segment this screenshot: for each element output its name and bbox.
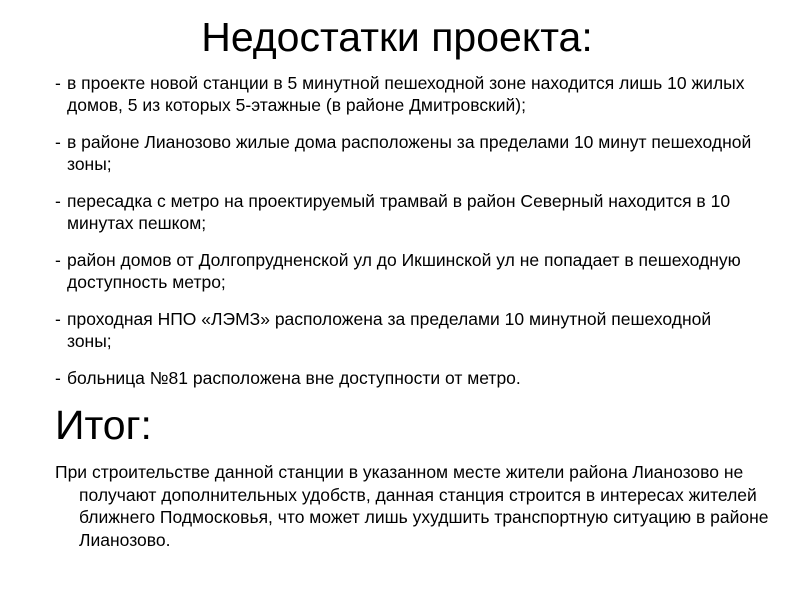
list-item-text: проходная НПО «ЛЭМЗ» расположена за пределами 10 минутной пешеходной зоны; (67, 309, 712, 351)
list-item-text: в проекте новой станции в 5 минутной пешеходной зоне находится лишь 10 жилых домов, 5 из которых 5-этажные (в районе Дмитровский); (67, 73, 745, 115)
list-item (55, 131, 755, 175)
list-item-text: в районе Лианозово жилые дома расположены за пределами 10 минут пешеходной зоны; (67, 132, 752, 174)
slide-title: Недостатки проекта: (201, 14, 593, 60)
list-item-text: пересадка с метро на проектируемый трамвай в район Северный находится в 10 минутах пешком; (67, 191, 731, 233)
bullet-marker: - (55, 309, 61, 329)
list-item-text: больница №81 расположена вне доступности от метро. (67, 368, 521, 388)
bullet-marker: - (55, 368, 61, 388)
list-item (55, 249, 755, 293)
summary-heading: Итог: (55, 402, 152, 448)
list-item (55, 190, 755, 234)
drawbacks-list (55, 72, 755, 404)
list-item (55, 367, 755, 389)
bullet-marker: - (55, 132, 61, 152)
list-item (55, 72, 755, 116)
bullet-marker: - (55, 73, 61, 93)
list-item-text: район домов от Долгопрудненской ул до Икшинской ул не попадает в пешеходную доступность метро; (67, 250, 741, 292)
bullet-marker: - (55, 250, 61, 270)
list-item (55, 308, 755, 352)
conclusion-text: При строительстве данной станции в указанном месте жители района Лианозово не получают дополнительных удобств, данная станция строится в интересах жителей ближнего Подмосковья, что может лишь ухудшить транспортную ситуацию в районе Лианозово. (55, 462, 769, 550)
bullet-marker: - (55, 191, 61, 211)
